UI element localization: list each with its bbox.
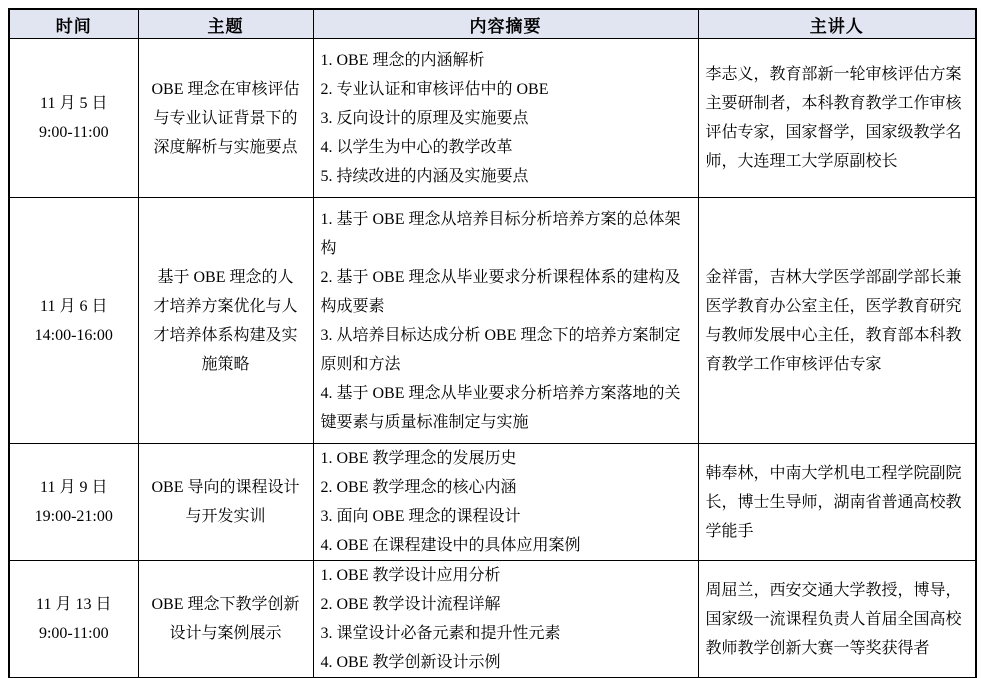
cell-time (9, 561, 138, 678)
summary-item: 3. 课堂设计必备元素和提升性元素 (320, 625, 561, 642)
session-date: 11 月 13 日 (36, 596, 112, 613)
summary-item: 3. 面向 OBE 理念的课程设计 (320, 508, 521, 525)
summary-item: 4. 以学生为中心的教学改革 (320, 138, 513, 156)
summary-item: 2. OBE 教学设计流程详解 (320, 596, 501, 613)
cell-time (9, 444, 138, 561)
session-time: 9:00-11:00 (38, 625, 109, 642)
header-speaker: 主讲人 (698, 9, 976, 39)
session-time: 9:00-11:00 (38, 124, 109, 141)
cell-topic: OBE 理念在审核评估与专业认证背景下的深度解析与实施要点 (138, 39, 313, 198)
summary-item: 5. 持续改进的内涵及实施要点 (320, 167, 529, 185)
cell-time (9, 39, 138, 198)
summary-item: 4. OBE 在课程建设中的具体应用案例 (320, 537, 581, 554)
cell-speaker: 韩奉林，中南大学机电工程学院副院长，博士生导师，湖南省普通高校教学能手 (698, 444, 976, 561)
cell-topic: OBE 导向的课程设计与开发实训 (138, 444, 313, 561)
cell-summary (313, 39, 698, 198)
summary-item: 2. 基于 OBE 理念从毕业要求分析课程体系的建构及构成要素 (320, 268, 681, 315)
table-row (9, 561, 976, 678)
table-row (9, 198, 976, 444)
summary-item: 3. 从培养目标达成分析 OBE 理念下的培养方案制定原则和方法 (320, 326, 681, 373)
session-date: 11 月 9 日 (40, 479, 108, 496)
session-time: 19:00-21:00 (34, 508, 113, 525)
summary-item: 1. OBE 理念的内涵解析 (320, 51, 485, 69)
cell-summary (313, 198, 698, 444)
cell-speaker: 周屈兰，西安交通大学教授，博导，国家级一流课程负责人首届全国高校教师教学创新大赛一等奖获得者 (698, 561, 976, 678)
cell-time (9, 198, 138, 444)
cell-summary (313, 561, 698, 678)
header-time: 时间 (9, 9, 138, 39)
summary-item: 1. 基于 OBE 理念从培养目标分析培养方案的总体架构 (320, 210, 681, 257)
summary-item: 4. OBE 教学创新设计示例 (320, 654, 501, 671)
header-summary: 内容摘要 (313, 9, 698, 39)
summary-item: 3. 反向设计的原理及实施要点 (320, 109, 529, 127)
table-row (9, 444, 976, 561)
schedule-table (8, 8, 977, 678)
session-date: 11 月 5 日 (40, 95, 108, 112)
header-topic: 主题 (138, 9, 313, 39)
summary-item: 1. OBE 教学理念的发展历史 (320, 450, 517, 467)
summary-item: 2. 专业认证和审核评估中的 OBE (320, 80, 549, 98)
summary-item: 4. 基于 OBE 理念从毕业要求分析培养方案落地的关键要素与质量标准制定与实施 (320, 384, 681, 431)
summary-item: 2. OBE 教学理念的核心内涵 (320, 479, 517, 496)
table-row (9, 39, 976, 198)
cell-speaker: 李志义，教育部新一轮审核评估方案主要研制者，本科教育教学工作审核评估专家，国家督学，国家级教学名师，大连理工大学原副校长 (698, 39, 976, 198)
table-header-row (9, 9, 976, 39)
cell-speaker: 金祥雷，吉林大学医学部副学部长兼医学教育办公室主任，医学教育研究与教师发展中心主任，教育部本科教育教学工作审核评估专家 (698, 198, 976, 444)
cell-summary (313, 444, 698, 561)
session-date: 11 月 6 日 (40, 297, 108, 315)
cell-topic: 基于 OBE 理念的人才培养方案优化与人才培养体系构建及实施策略 (138, 198, 313, 444)
cell-topic: OBE 理念下教学创新设计与案例展示 (138, 561, 313, 678)
session-time: 14:00-16:00 (34, 326, 113, 344)
summary-item: 1. OBE 教学设计应用分析 (320, 567, 501, 584)
